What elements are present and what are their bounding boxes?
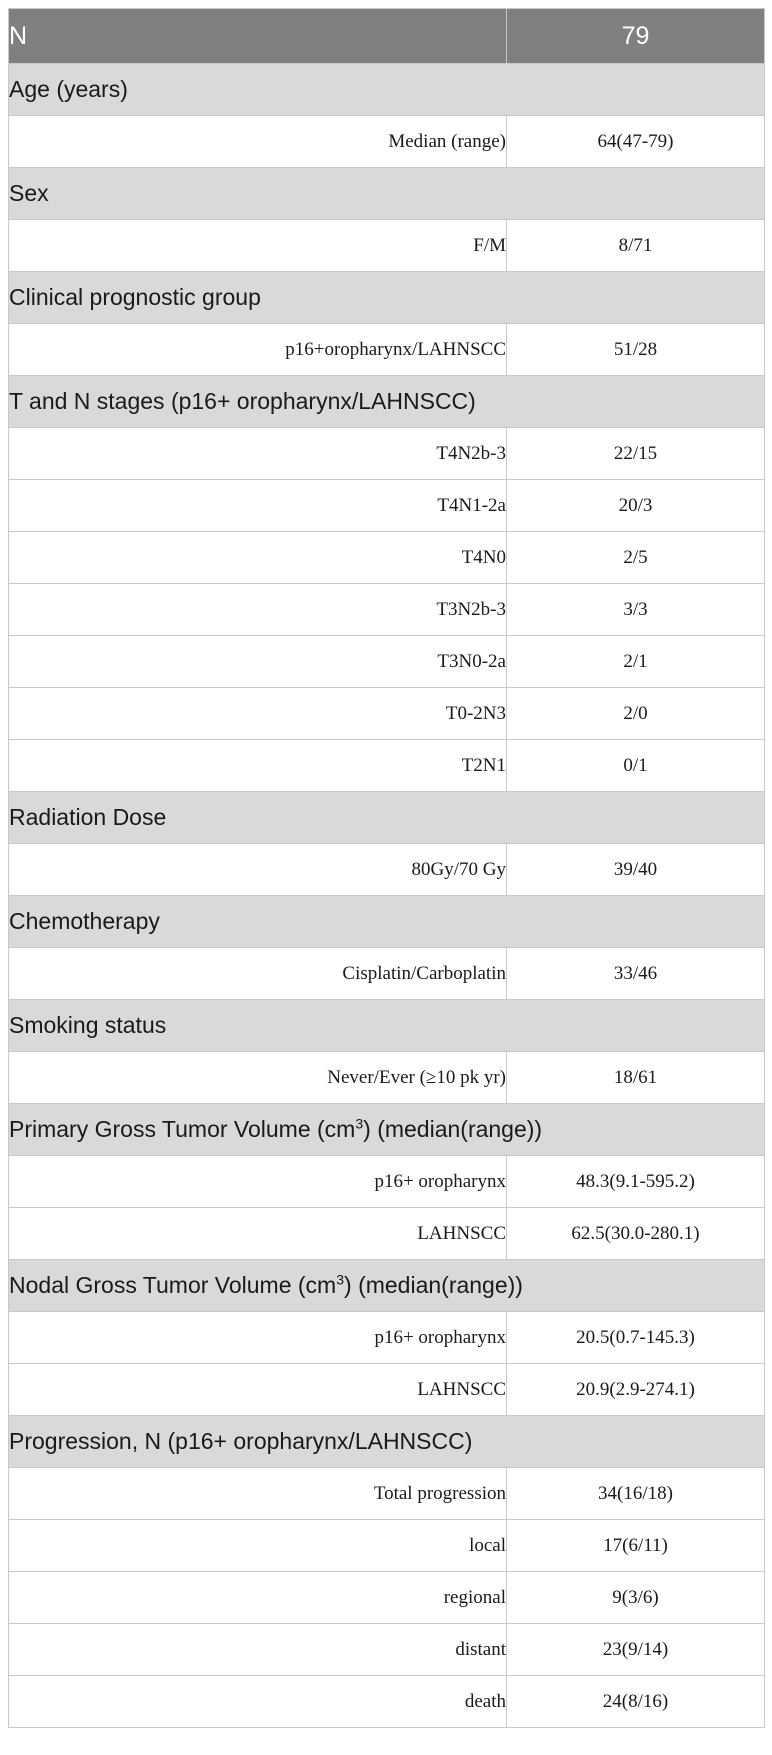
section-title-text: T and N stages (p16+ oropharynx/LAHNSCC) bbox=[9, 388, 476, 414]
row-label: p16+ oropharynx bbox=[9, 1156, 507, 1208]
section-title bbox=[9, 792, 765, 844]
row-value: 2/0 bbox=[507, 688, 765, 740]
table-row bbox=[9, 1312, 765, 1364]
table-row bbox=[9, 1208, 765, 1260]
table-row bbox=[9, 1468, 765, 1520]
row-value: 34(16/18) bbox=[507, 1468, 765, 1520]
row-label: Never/Ever (≥10 pk yr) bbox=[9, 1052, 507, 1104]
section-title-superscript: 3 bbox=[355, 1115, 364, 1132]
row-value: 48.3(9.1-595.2) bbox=[507, 1156, 765, 1208]
table-row bbox=[9, 948, 765, 1000]
section-title-text: Nodal Gross Tumor Volume (cm bbox=[9, 1272, 337, 1298]
section-title-text: Smoking status bbox=[9, 1012, 167, 1038]
section-title-text: Radiation Dose bbox=[9, 804, 167, 830]
table-row bbox=[9, 740, 765, 792]
table-row bbox=[9, 1364, 765, 1416]
row-value: 23(9/14) bbox=[507, 1624, 765, 1676]
row-label: LAHNSCC bbox=[9, 1208, 507, 1260]
row-label: regional bbox=[9, 1572, 507, 1624]
table-row bbox=[9, 1052, 765, 1104]
row-label: Median (range) bbox=[9, 116, 507, 168]
row-label: T4N1-2a bbox=[9, 480, 507, 532]
section-title bbox=[9, 1416, 765, 1468]
header-value: 79 bbox=[507, 9, 765, 64]
section-header-row bbox=[9, 1260, 765, 1312]
row-label: Total progression bbox=[9, 1468, 507, 1520]
section-title bbox=[9, 168, 765, 220]
section-title-suffix: ) (median(range)) bbox=[344, 1272, 523, 1298]
table-row bbox=[9, 1624, 765, 1676]
patient-characteristics-table bbox=[8, 8, 765, 1728]
section-title-text: Progression, N (p16+ oropharynx/LAHNSCC) bbox=[9, 1428, 473, 1454]
row-value: 3/3 bbox=[507, 584, 765, 636]
section-title-text: Primary Gross Tumor Volume (cm bbox=[9, 1116, 356, 1142]
table-body bbox=[9, 9, 765, 1728]
row-value: 62.5(30.0-280.1) bbox=[507, 1208, 765, 1260]
section-title-superscript: 3 bbox=[336, 1271, 345, 1288]
row-value: 0/1 bbox=[507, 740, 765, 792]
row-value: 17(6/11) bbox=[507, 1520, 765, 1572]
row-value: 51/28 bbox=[507, 324, 765, 376]
section-header-row bbox=[9, 896, 765, 948]
row-label: LAHNSCC bbox=[9, 1364, 507, 1416]
row-value: 20/3 bbox=[507, 480, 765, 532]
header-row bbox=[9, 9, 765, 64]
row-value: 39/40 bbox=[507, 844, 765, 896]
row-value: 2/1 bbox=[507, 636, 765, 688]
section-header-row bbox=[9, 272, 765, 324]
row-value: 20.5(0.7-145.3) bbox=[507, 1312, 765, 1364]
table-row bbox=[9, 116, 765, 168]
row-value: 20.9(2.9-274.1) bbox=[507, 1364, 765, 1416]
table-row bbox=[9, 1156, 765, 1208]
section-title bbox=[9, 1000, 765, 1052]
row-label: 80Gy/70 Gy bbox=[9, 844, 507, 896]
table-row bbox=[9, 584, 765, 636]
table-row bbox=[9, 688, 765, 740]
row-label: Cisplatin/Carboplatin bbox=[9, 948, 507, 1000]
section-title bbox=[9, 896, 765, 948]
table-row bbox=[9, 428, 765, 480]
section-title-text: Sex bbox=[9, 180, 49, 206]
table-row bbox=[9, 1520, 765, 1572]
header-label: N bbox=[9, 9, 507, 64]
row-label: death bbox=[9, 1676, 507, 1728]
section-title-text: Chemotherapy bbox=[9, 908, 160, 934]
row-label: T3N2b-3 bbox=[9, 584, 507, 636]
row-value: 22/15 bbox=[507, 428, 765, 480]
section-title bbox=[9, 376, 765, 428]
table-row bbox=[9, 220, 765, 272]
table-row bbox=[9, 324, 765, 376]
row-label: F/M bbox=[9, 220, 507, 272]
row-label: T0-2N3 bbox=[9, 688, 507, 740]
row-label: p16+ oropharynx bbox=[9, 1312, 507, 1364]
table-row bbox=[9, 532, 765, 584]
row-value: 24(8/16) bbox=[507, 1676, 765, 1728]
section-header-row bbox=[9, 168, 765, 220]
section-title bbox=[9, 1260, 765, 1312]
row-label: local bbox=[9, 1520, 507, 1572]
row-value: 64(47-79) bbox=[507, 116, 765, 168]
table-row bbox=[9, 1676, 765, 1728]
section-header-row bbox=[9, 792, 765, 844]
table-row bbox=[9, 480, 765, 532]
section-header-row bbox=[9, 376, 765, 428]
section-title-suffix: ) (median(range)) bbox=[363, 1116, 543, 1142]
table-row bbox=[9, 1572, 765, 1624]
row-label: distant bbox=[9, 1624, 507, 1676]
section-title bbox=[9, 1104, 765, 1156]
row-value: 9(3/6) bbox=[507, 1572, 765, 1624]
row-value: 33/46 bbox=[507, 948, 765, 1000]
section-header-row bbox=[9, 1000, 765, 1052]
row-value: 18/61 bbox=[507, 1052, 765, 1104]
row-label: T4N0 bbox=[9, 532, 507, 584]
row-label: T2N1 bbox=[9, 740, 507, 792]
section-title bbox=[9, 64, 765, 116]
row-label: p16+oropharynx/LAHNSCC bbox=[9, 324, 507, 376]
section-title bbox=[9, 272, 765, 324]
table-row bbox=[9, 844, 765, 896]
section-header-row bbox=[9, 64, 765, 116]
section-title-text: Age (years) bbox=[9, 76, 128, 102]
row-value: 2/5 bbox=[507, 532, 765, 584]
row-value: 8/71 bbox=[507, 220, 765, 272]
section-header-row bbox=[9, 1416, 765, 1468]
section-title-text: Clinical prognostic group bbox=[9, 284, 261, 310]
table-row bbox=[9, 636, 765, 688]
section-header-row bbox=[9, 1104, 765, 1156]
row-label: T3N0-2a bbox=[9, 636, 507, 688]
row-label: T4N2b-3 bbox=[9, 428, 507, 480]
